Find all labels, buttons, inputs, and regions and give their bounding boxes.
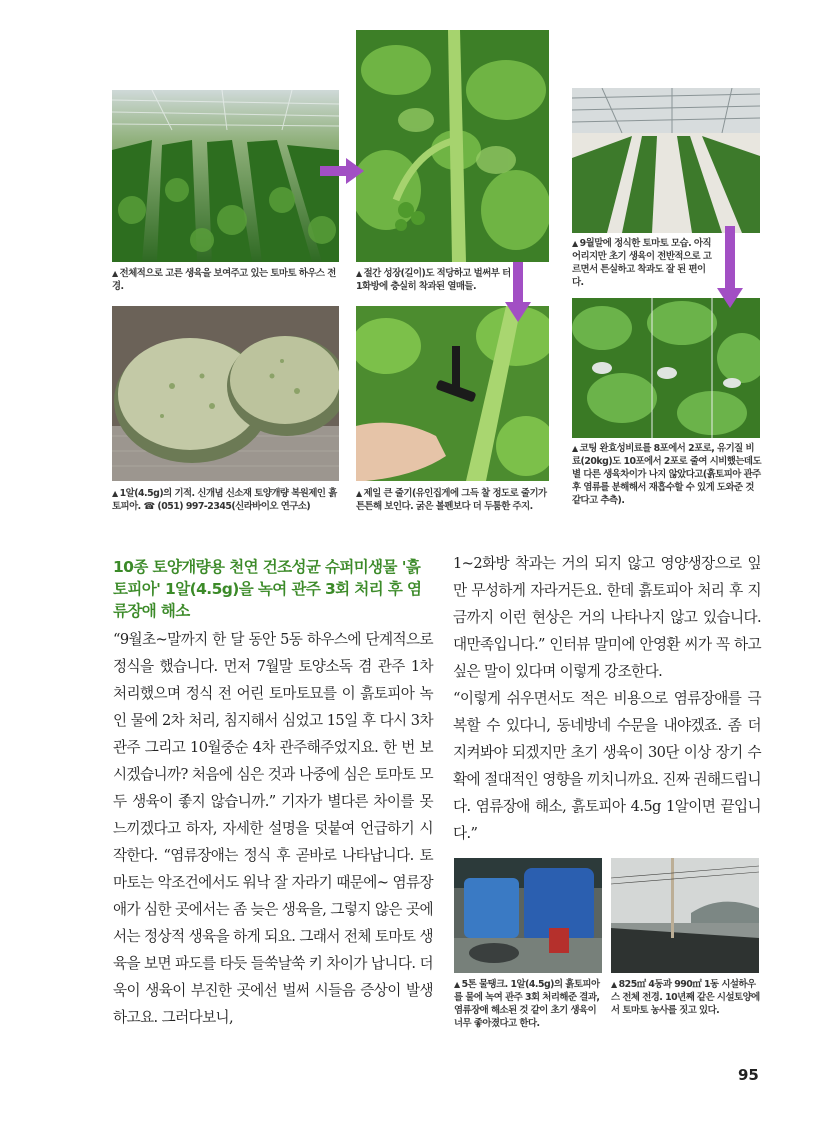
hand-stem-photo xyxy=(356,306,549,481)
photo-caption: ▲ 코팅 완효성비료를 8포에서 2포로, 유기질 비료(20kg)도 10포에서 2포로 줄여 시비했는데도 별 다른 생육차이가 나지 않았다고(흙토피아 관주 후 염류를 분해해서 재흡수할 수 있게 도와준 것 같다고 추측). xyxy=(572,443,762,506)
article-paragraph: 1~2화방 착과는 거의 되지 않고 영양생장으로 잎만 무성하게 자라거든요. 한데 흙토피아 처리 후 지금까지 이런 현상은 거의 나타나지 않고 있습니다. 대만족입니다.” 인터뷰 말미에 안영환 씨가 꼭 하고 싶은 말이 있다며 이렇게 강조한다. xyxy=(453,555,761,680)
article-paragraph: “9월초~말까지 한 달 동안 5동 하우스에 단계적으로 정식을 했습니다. 먼저 7월말 토양소독 겸 관주 1차 처리했으며 정식 전 어린 토마토묘를 이 흙토피아 녹인 물에 2차 처리, 침지해서 심었고 15일 후 다시 3차 관주 그리고 10월중순 4차 관주해주었지요. 한 번 보시겠습니까? 처음에 심은 것과 나중에 심은 토마토 모두 생육이 좋지 않습니까.” 기자가 별다른 차이를 못 느끼겠다고 하자, 자세한 설명을 덧붙여 언급하기 시작한다. “염류장애는 정식 후 곧바로 나타납니다. 토마토는 악조건에서도 워낙 잘 자라기 때문에~ 염류장애가 심한 곳에서는 좀 늦은 생육을, 그렇지 않은 곳에서는 정상적 생육을 하게 되요. 그래서 전체 토마토 생육을 보면 파도를 타듯 들쑥날쑥 키 차이가 납니다. 더욱이 생육이 부진한 곳에선 벌써 시들음 증상이 발생하고요. 그러다보니, xyxy=(113,631,433,1026)
arrow-down-icon xyxy=(717,226,743,308)
article-quote: “이렇게 쉬우면서도 적은 비용으로 염류장애를 극복할 수 있다니, 동네방네 수문을 내야겠죠. 좀 더 지켜봐야 되겠지만 초기 생육이 30단 이상 장기 수확에 절대적인 영향을 끼치니까요. 진짜 권해드립니다. 염류장애 해소, 흙토피아 4.5g 1알이면 끝입니다.” xyxy=(453,690,761,842)
arrow-right-icon xyxy=(320,158,364,184)
tablets-photo xyxy=(112,306,339,481)
photo-caption: ▲ 절간 성장(길이)도 적당하고 벌써부 터 1화방에 충실히 착과된 열매들. xyxy=(356,268,511,292)
exterior-photo xyxy=(611,858,759,973)
field-rows-photo xyxy=(572,88,760,233)
article-body-column-1 xyxy=(113,626,433,1031)
greenhouse-rows-photo xyxy=(112,90,339,262)
page-number: 95 xyxy=(738,1066,759,1084)
article-body-column-2 xyxy=(453,550,761,847)
photo-caption: ▲ 9월말에 정식한 토마토 모습. 아직 어리지만 초기 생육이 전반적으로 고르면서 튼실하고 착과도 잘 된 편이다. xyxy=(572,238,712,288)
stem-closeup-photo xyxy=(356,30,549,262)
young-plants-photo xyxy=(572,298,760,438)
photo-caption: ▲ 825㎡ 4동과 990㎡ 1동 시설하우스 전체 전경. 10년째 같은 시설토양에서 토마토 농사를 짓고 있다. xyxy=(611,979,760,1016)
water-tank-photo xyxy=(454,858,602,973)
photo-caption: ▲ 5톤 물탱크. 1알(4.5g)의 흙토피아를 물에 녹여 관주 3회 처리해준 결과, 염류장애 해소된 것 같이 초기 생육이 너무 좋아졌다고 한다. xyxy=(454,979,600,1029)
photo-caption: ▲ 1알(4.5g)의 기적. 신개념 신소재 토양개량 복원제인 흙토피아. ☎ (051) 997-2345(신라바이오 연구소) xyxy=(112,488,337,512)
article-headline: 10종 토양개량용 천연 건조성균 슈퍼미생물 '흙토피아' 1알(4.5g)을 녹여 관주 3회 처리 후 염류장애 해소 xyxy=(113,558,422,620)
photo-caption: ▲ 제일 큰 줄기(유인집게에 그득 찰 정도로 줄기가 튼튼해 보인다. 굵은 볼펜보다 더 두툼한 주지. xyxy=(356,488,547,512)
photo-caption: ▲ 전체적으로 고른 생육을 보여주고 있는 토마토 하우스 전경. xyxy=(112,268,336,292)
